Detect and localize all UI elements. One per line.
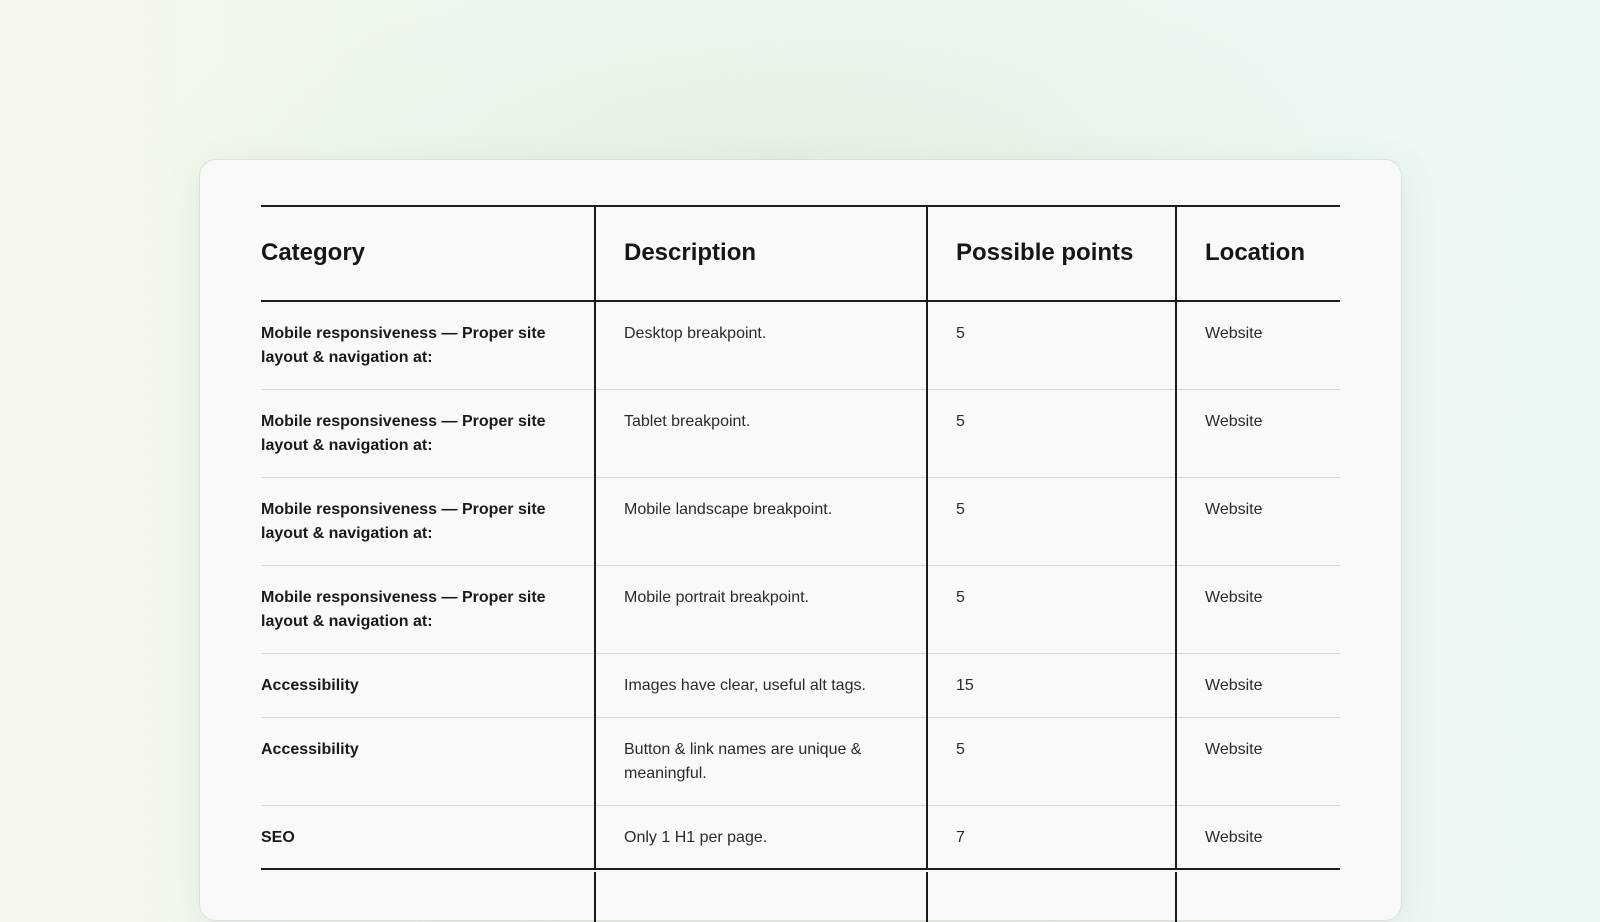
scoring-table: [261, 205, 1340, 870]
continuation-col: [594, 872, 926, 922]
cell-category: Accessibility: [261, 741, 359, 758]
cell-location: Website: [1175, 654, 1340, 718]
cell-location: Website: [1175, 566, 1340, 654]
cell-points: 5: [926, 478, 1175, 566]
header-location: Location: [1175, 207, 1340, 300]
cell-description: Only 1 H1 per page.: [594, 806, 926, 870]
cell-category: Mobile responsiveness — Proper site layout & navigation at:: [261, 325, 546, 366]
cell-points: 5: [926, 566, 1175, 654]
cell-location: Website: [1175, 806, 1340, 870]
cell-category: Mobile responsiveness — Proper site layout & navigation at:: [261, 501, 546, 542]
cell-description: Images have clear, useful alt tags.: [594, 654, 926, 718]
table-row: [261, 654, 1340, 718]
cell-location: Website: [1175, 718, 1340, 806]
cell-category: Accessibility: [261, 677, 359, 694]
cell-description: Tablet breakpoint.: [594, 390, 926, 478]
cell-description: Desktop breakpoint.: [594, 302, 926, 390]
cell-location: Website: [1175, 302, 1340, 390]
table-continuation: [261, 872, 1340, 922]
cell-category: Mobile responsiveness — Proper site layout & navigation at:: [261, 589, 546, 630]
continuation-col: [1175, 872, 1340, 922]
cell-points: 15: [926, 654, 1175, 718]
cell-description: Button & link names are unique & meaningful.: [594, 718, 926, 806]
cell-category: SEO: [261, 829, 295, 846]
header-category: Category: [261, 238, 366, 266]
header-description: Description: [594, 207, 926, 300]
cell-location: Website: [1175, 390, 1340, 478]
table-row: [261, 566, 1340, 654]
table-row: [261, 806, 1340, 870]
table-row: [261, 390, 1340, 478]
cell-description: Mobile portrait breakpoint.: [594, 566, 926, 654]
continuation-col: [261, 872, 594, 922]
cell-points: 5: [926, 302, 1175, 390]
table-row: [261, 718, 1340, 806]
table-row: [261, 478, 1340, 566]
cell-location: Website: [1175, 478, 1340, 566]
cell-points: 5: [926, 390, 1175, 478]
table-card: [200, 160, 1401, 920]
table-row: [261, 302, 1340, 390]
continuation-col: [926, 872, 1175, 922]
cell-description: Mobile landscape breakpoint.: [594, 478, 926, 566]
cell-points: 5: [926, 718, 1175, 806]
header-possible-points: Possible points: [926, 207, 1175, 300]
cell-points: 7: [926, 806, 1175, 870]
cell-category: Mobile responsiveness — Proper site layout & navigation at:: [261, 413, 546, 454]
table-header-row: [261, 207, 1340, 302]
